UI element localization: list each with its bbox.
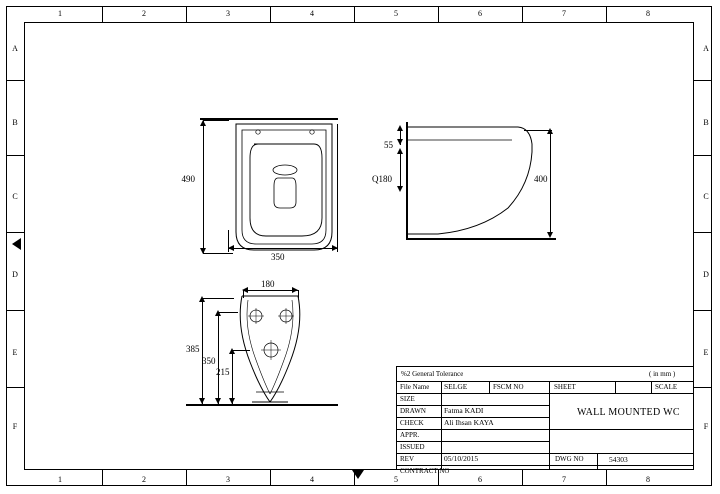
plan-dim-350-line — [218, 312, 219, 404]
side-dim-55-arrow-bottom — [397, 139, 403, 145]
front-dim-350-line — [228, 248, 338, 249]
zone-col-bottom-3: 3 — [226, 475, 230, 484]
front-dim-490-ext-top — [203, 120, 229, 121]
zone-tick-right-1 — [694, 80, 712, 81]
side-dim-400-arrow-bottom — [547, 232, 553, 238]
tb-value-dwg-no: 54303 — [609, 455, 628, 464]
zone-col-bottom-4: 4 — [310, 475, 314, 484]
zone-tick-top-1 — [102, 6, 103, 22]
plan-dim-385-text: 385 — [186, 344, 200, 354]
center-marker-left-icon — [12, 238, 21, 250]
zone-tick-right-4 — [694, 310, 712, 311]
plan-wall-line — [186, 404, 338, 406]
zone-tick-left-3 — [6, 232, 24, 233]
tb-vrule-6 — [597, 453, 598, 469]
zone-row-left-c: C — [12, 192, 18, 201]
tb-label-drawn: DRAWN — [400, 407, 426, 415]
front-bowl-outline — [228, 122, 348, 262]
zone-row-right-e: E — [703, 348, 709, 357]
side-dim-400-text: 400 — [534, 174, 548, 184]
zone-tick-left-2 — [6, 155, 24, 156]
title-block — [396, 366, 694, 475]
zone-tick-bottom-1 — [102, 470, 103, 486]
zone-tick-left-5 — [6, 387, 24, 388]
zone-tick-top-6 — [522, 6, 523, 22]
tb-vrule-3 — [549, 381, 550, 469]
zone-tick-top-4 — [354, 6, 355, 22]
front-dim-490-line — [203, 120, 204, 254]
zone-tick-left-1 — [6, 80, 24, 81]
side-dim-400-line — [550, 130, 551, 236]
zone-col-bottom-8: 8 — [646, 475, 650, 484]
tb-label-dwg-no: DWG NO — [555, 455, 584, 463]
side-dim-400-arrow-top — [547, 128, 553, 134]
zone-col-top-2: 2 — [142, 9, 146, 18]
zone-tick-right-5 — [694, 387, 712, 388]
tb-label-file-name: File Name — [400, 383, 430, 391]
zone-col-bottom-7: 7 — [562, 475, 566, 484]
side-dim-q180-arrow-top — [397, 148, 403, 154]
zone-tick-top-2 — [186, 6, 187, 22]
front-dim-490-ext-bottom — [203, 253, 233, 254]
plan-dim-215-text: 215 — [216, 367, 230, 377]
zone-col-top-1: 1 — [58, 9, 62, 18]
zone-tick-bottom-3 — [270, 470, 271, 486]
zone-tick-bottom-6 — [522, 470, 523, 486]
plan-dim-215-arrow-bottom — [229, 398, 235, 404]
zone-col-bottom-2: 2 — [142, 475, 146, 484]
tb-vrule-2 — [489, 381, 490, 393]
tb-label-size: SIZE — [400, 395, 415, 403]
zone-col-bottom-5: 5 — [394, 475, 398, 484]
side-dim-400-ext-top — [524, 130, 552, 131]
zone-col-top-6: 6 — [478, 9, 482, 18]
zone-row-left-d: D — [12, 270, 18, 279]
side-dim-55-arrow-top — [397, 125, 403, 131]
plan-dim-215-line — [232, 350, 233, 404]
zone-tick-top-3 — [270, 6, 271, 22]
zone-col-bottom-6: 6 — [478, 475, 482, 484]
plan-dim-350-ext — [218, 312, 238, 313]
tb-label-appr: APPR. — [400, 431, 420, 439]
plan-dim-385-arrow-bottom — [199, 398, 205, 404]
side-dim-q180-line — [400, 150, 401, 190]
zone-col-top-5: 5 — [394, 9, 398, 18]
zone-tick-top-7 — [606, 6, 607, 22]
zone-tick-right-3 — [694, 232, 712, 233]
tb-value-rev: 05/10/2015 — [444, 454, 479, 463]
tb-vrule-4 — [615, 381, 616, 393]
zone-row-right-c: C — [703, 192, 709, 201]
tb-value-check: Ali Ihsan KAYA — [444, 418, 494, 427]
zone-tick-top-5 — [438, 6, 439, 22]
plan-dim-180-line — [244, 290, 298, 291]
tb-label-rev: REV — [400, 455, 414, 463]
front-dim-350-ext-right — [337, 124, 338, 252]
plan-dim-350-arrow-top — [215, 310, 221, 316]
tb-label-issued: ISSUED — [400, 443, 425, 451]
front-dim-350-text: 350 — [271, 252, 285, 262]
zone-tick-bottom-7 — [606, 470, 607, 486]
plan-bowl-outline — [232, 292, 342, 404]
plan-dim-180-text: 180 — [261, 279, 275, 289]
tb-label-contract-no: CONTRACT NO — [400, 467, 450, 475]
tb-value-drawn: Fatma KADI — [444, 406, 484, 415]
zone-tick-bottom-2 — [186, 470, 187, 486]
zone-col-bottom-1: 1 — [58, 475, 62, 484]
tb-label-sheet: SHEET — [554, 383, 576, 391]
zone-col-top-8: 8 — [646, 9, 650, 18]
zone-row-right-f: F — [703, 422, 709, 431]
plan-dim-385-line — [202, 298, 203, 404]
zone-row-right-a: A — [703, 44, 709, 53]
plan-dim-350-text: 350 — [202, 356, 216, 366]
zone-row-left-e: E — [12, 348, 18, 357]
tb-tolerance-note: %2 General Tolerance — [401, 370, 464, 378]
zone-tick-left-4 — [6, 310, 24, 311]
plan-dim-385-arrow-top — [199, 296, 205, 302]
tb-units-note: ( in mm ) — [649, 370, 676, 378]
zone-col-top-7: 7 — [562, 9, 566, 18]
plan-dim-215-arrow-top — [229, 348, 235, 354]
zone-col-top-3: 3 — [226, 9, 230, 18]
plan-dim-350-arrow-bottom — [215, 398, 221, 404]
plan-dim-215-ext — [232, 350, 250, 351]
zone-row-right-b: B — [703, 118, 709, 127]
plan-dim-180-ext-right — [298, 290, 299, 298]
zone-row-left-a: A — [12, 44, 18, 53]
tb-label-fscm-no: FSCM NO — [493, 383, 524, 391]
side-dim-q180-arrow-bottom — [397, 186, 403, 192]
plan-dim-180-ext-left — [243, 290, 244, 298]
tb-vrule-5 — [651, 381, 652, 393]
zone-col-top-4: 4 — [310, 9, 314, 18]
zone-row-left-b: B — [12, 118, 18, 127]
center-marker-bottom-icon — [352, 470, 364, 479]
side-dim-55-text: 55 — [384, 140, 393, 150]
zone-tick-right-2 — [694, 155, 712, 156]
side-bowl-outline — [408, 122, 548, 242]
tb-drawing-title: WALL MOUNTED WC — [577, 407, 680, 418]
front-dim-350-ext-left — [228, 230, 229, 252]
tb-label-scale: SCALE — [655, 383, 678, 391]
side-dim-q180-text: Q180 — [372, 174, 392, 184]
plan-dim-385-ext — [202, 298, 234, 299]
front-dim-490-text: 490 — [181, 174, 195, 184]
tb-value-file-name: SELGE — [444, 382, 468, 391]
zone-row-left-f: F — [12, 422, 18, 431]
tb-vrule-1 — [441, 381, 442, 469]
zone-row-right-d: D — [703, 270, 709, 279]
tb-label-check: CHECK — [400, 419, 424, 427]
